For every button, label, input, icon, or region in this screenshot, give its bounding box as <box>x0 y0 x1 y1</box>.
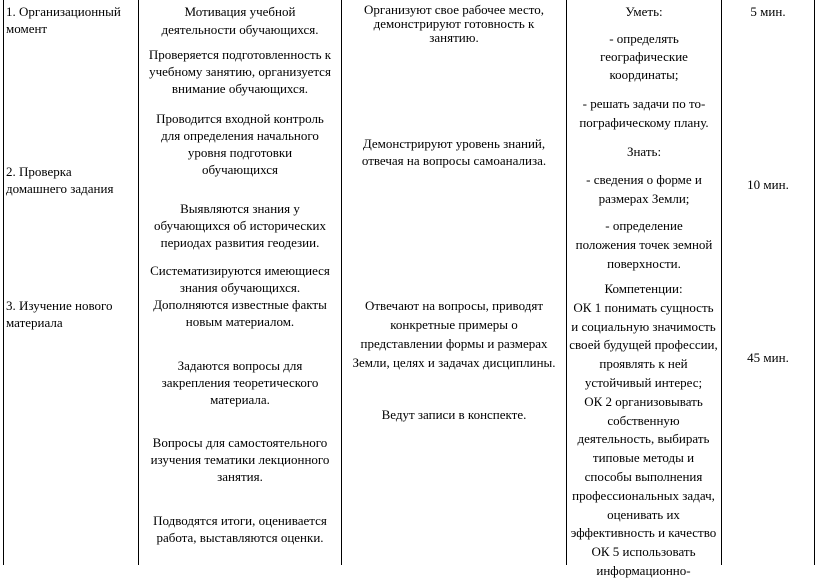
outcomes-heading-skills: Уметь: <box>625 4 663 19</box>
time-stage-1: 5 мин. <box>750 4 786 19</box>
column-divider <box>814 0 815 565</box>
outcomes-heading-knowledge: Знать: <box>626 144 662 159</box>
student-activity-block: Демонстрируют уровень знаний, отвечая на вопросы самоанализа. <box>361 136 547 168</box>
competencies-block: Компетенции: ОК 1 понимать сущность и социальную значимость своей будущей профессии, проявлять к ней устойчивый интерес; ОК 2 организовывать собственную деятельность, выбирать типовые методы и способы выполнения профессиональных задач, оценивать их эффективность и качество ОК 5 использовать информационно- <box>569 281 718 578</box>
teacher-activity-block: Мотивация учебной деятельности обучающихся. <box>161 4 319 37</box>
column-divider <box>721 0 722 565</box>
teacher-activity-block: Задаются вопросы для закрепления теоретического материала. <box>161 358 319 407</box>
stage-2-label: 2. Проверка домашнего задания <box>6 164 114 196</box>
stage-1-label: 1. Организационный момент <box>6 4 121 36</box>
teacher-activity-block: Выявляются знания у обучающихся об исторических периодах развития геодезии. <box>154 201 326 250</box>
teacher-activity-block: Систематизируются имеющиеся знания обучающихся. Дополняются известные факты новым материалом. <box>150 263 330 329</box>
outcome-item: - сведения о форме и размерах Земли; <box>586 172 702 206</box>
stage-3-label: 3. Изучение нового материала <box>6 298 113 330</box>
column-divider <box>3 0 4 565</box>
teacher-activity-block: Проверяется подготовленность к учебному занятию, организуется внимание обучающихся. <box>148 47 332 96</box>
column-divider <box>341 0 342 565</box>
student-activity-block: Организуют свое рабочее место, демонстрируют готовность к занятию. <box>364 2 544 45</box>
outcome-item: - решать задачи по то- пографическому плану. <box>579 96 709 130</box>
teacher-activity-block: Подводятся итоги, оценивается работа, выставляются оценки. <box>153 513 327 545</box>
time-stage-2: 10 мин. <box>747 177 789 192</box>
column-divider <box>138 0 139 565</box>
time-stage-3: 45 мин. <box>747 350 789 365</box>
teacher-activity-block: Проводится входной контроль для определения начального уровня подготовки обучающихся <box>156 111 324 177</box>
outcome-item: - определять географические координаты; <box>600 31 688 82</box>
teacher-activity-block: Вопросы для самостоятельного изучения тематики лекционного занятия. <box>150 435 330 484</box>
student-activity-block: Ведут записи в конспекте. <box>381 407 527 422</box>
outcome-item: - определение положения точек земной поверхности. <box>575 218 713 271</box>
student-activity-block: Отвечают на вопросы, приводят конкретные примеры о представлении формы и размерах Земли, целях и задачах дисциплины. <box>352 298 556 370</box>
